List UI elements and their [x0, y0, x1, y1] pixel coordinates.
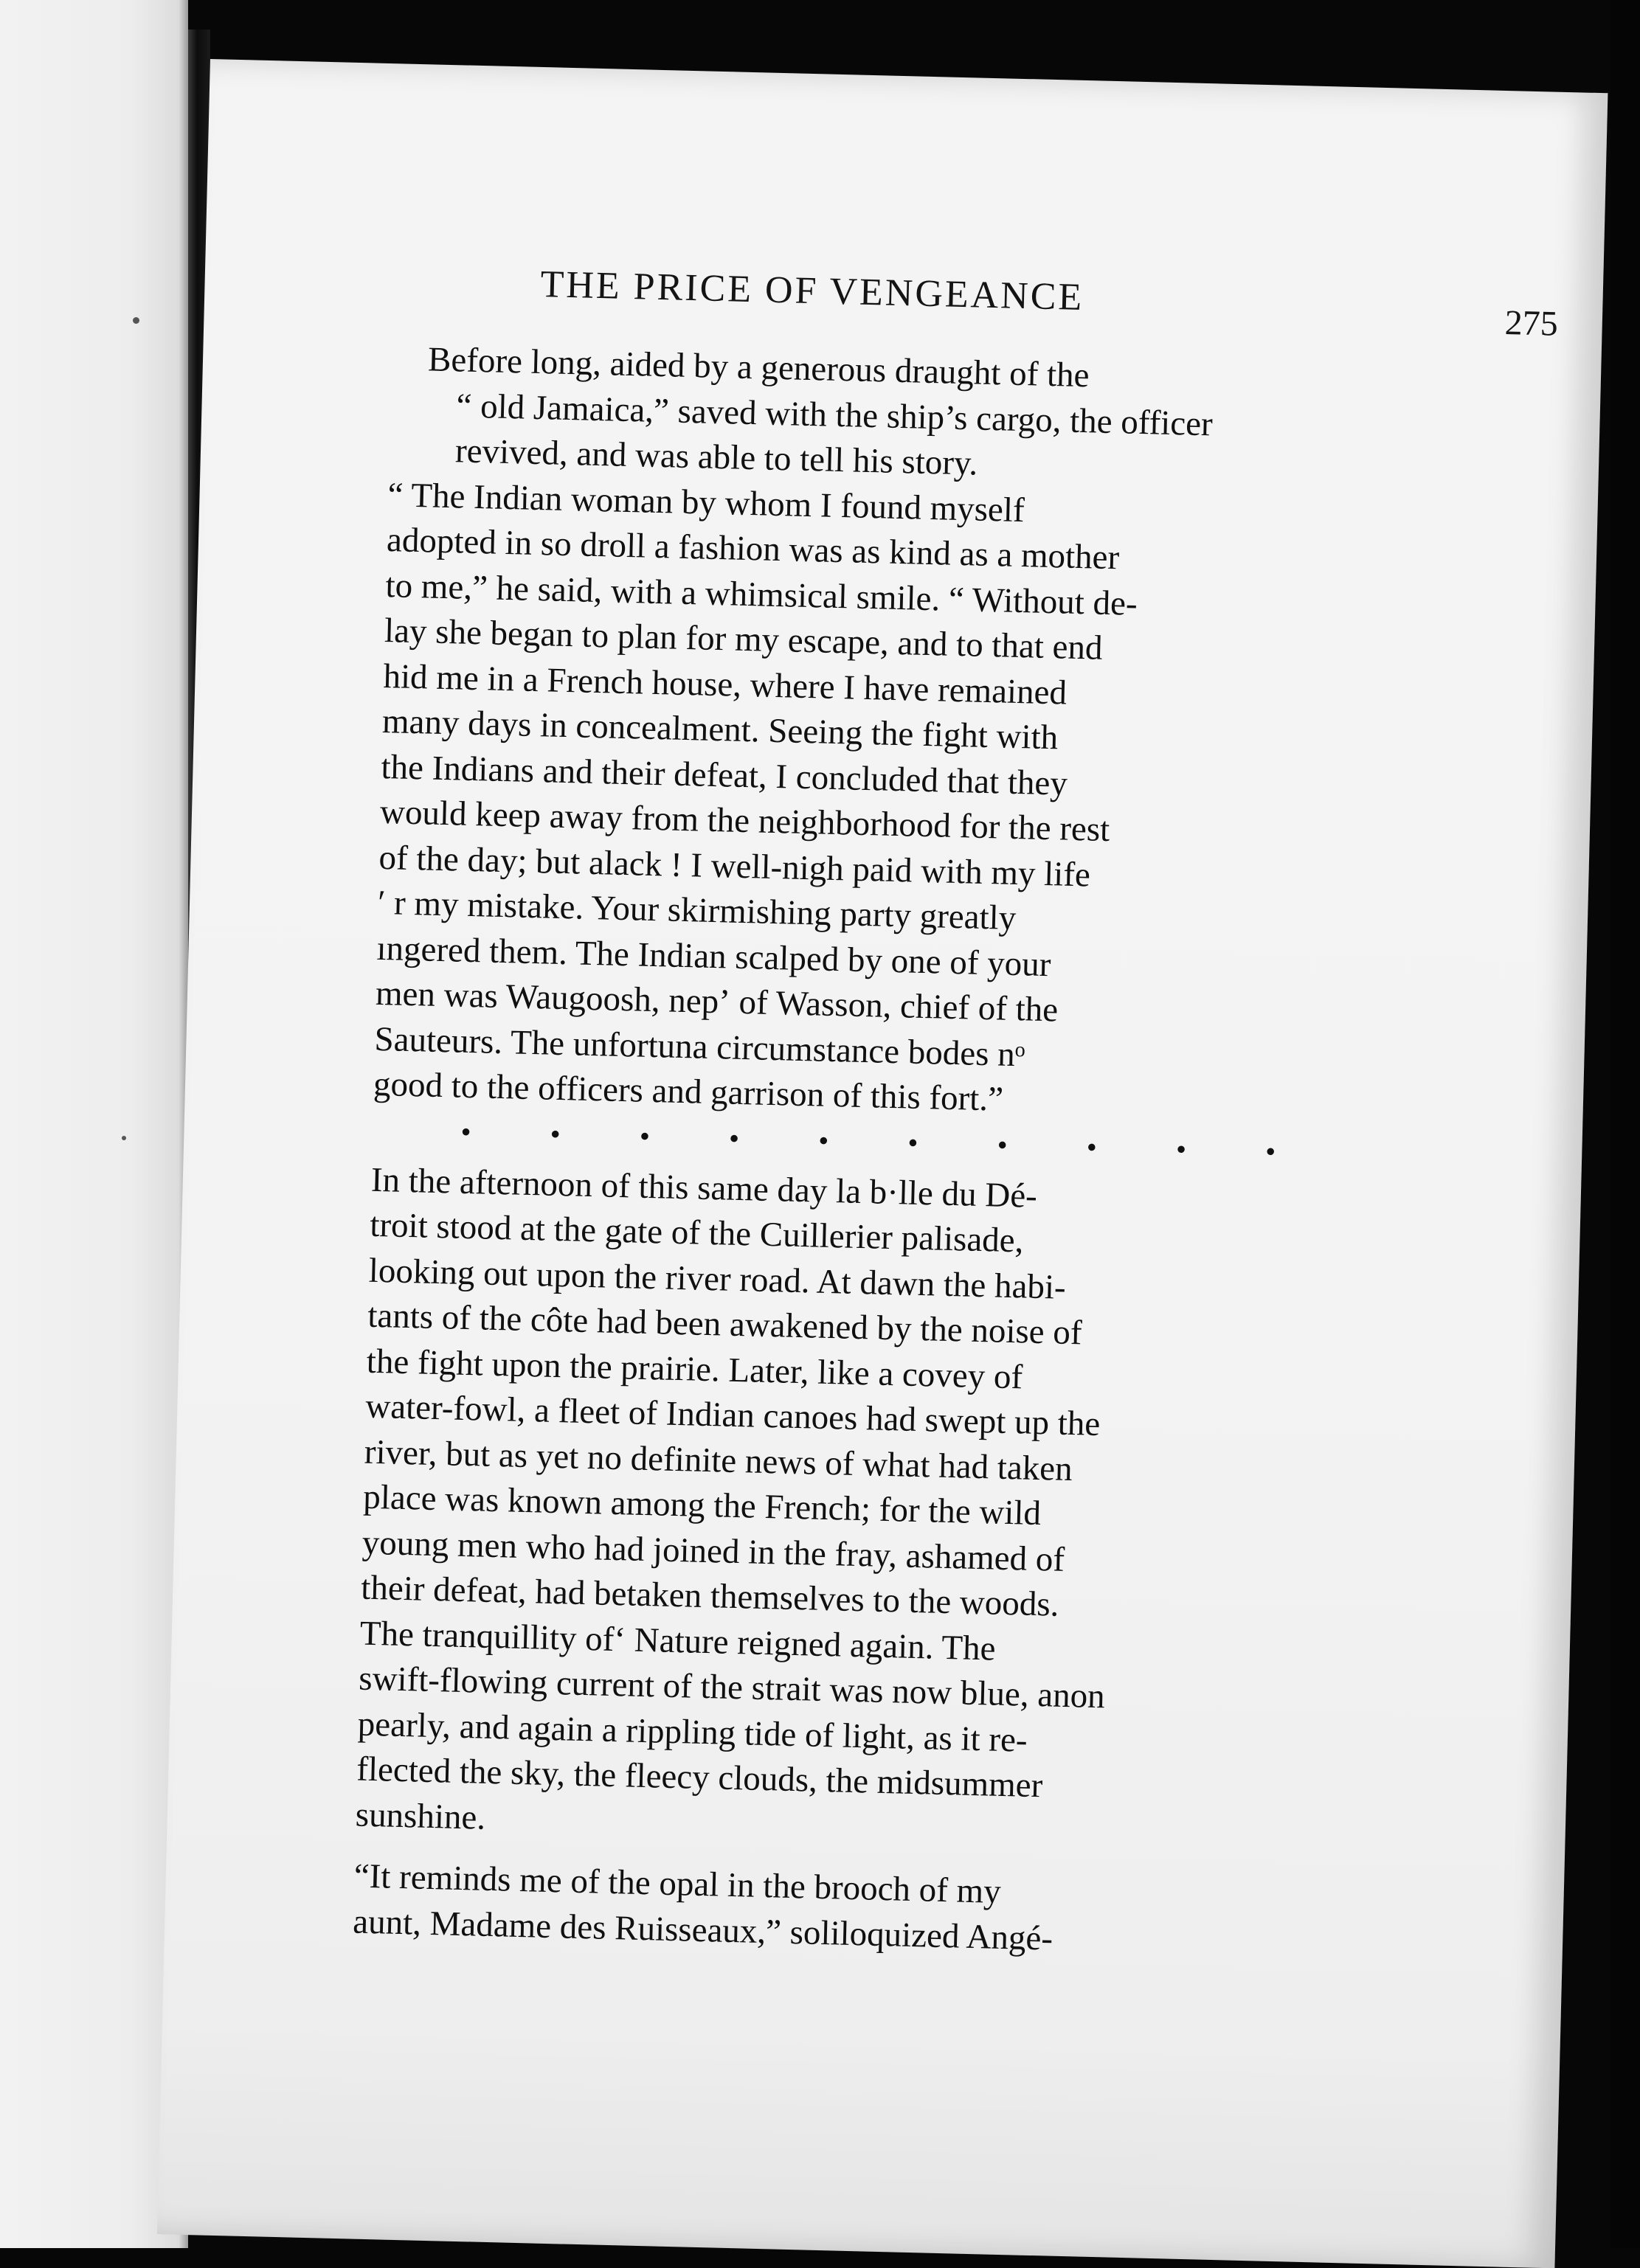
- paragraph: The tranquillity ofʻ Nature reigned again. The swift-flowing current of the strait was now blue, anon pearly, and again a rippling tide of light, as it re- flected the sky, the fleecy clouds, the midsummer sunshine.: [355, 1614, 1106, 1837]
- scan-speck: [133, 317, 139, 324]
- dot: •: [550, 1117, 561, 1151]
- paragraph: In the afternoon of this same day la b·lle du Dé- troit stood at the gate of the Cuillerier palisade, looking out upon the river road. At dawn the habi- tants of the côte had been awakened by the noise of the fight upon the prairie. Later, like a covey of water-fowl, a fleet of Indian canoes had swept up the river, but as yet no definite news of what had taken place was known among the French; for the wild young men who had joined in the fray, ashamed of their defeat, had betaken themselves to the woods.: [360, 1160, 1101, 1624]
- dot: •: [997, 1128, 1008, 1162]
- dot: •: [907, 1126, 919, 1159]
- facing-page-edge: [0, 0, 188, 2248]
- dot: •: [1086, 1129, 1098, 1164]
- paragraph: “It reminds me of the opal in the brooch of my aunt, Madame des Ruisseaux,” soliloquized Angé-: [352, 1856, 1053, 1958]
- paragraph: Before long, aided by a generous draught of the “ old Jamaica,” saved with the ship’s cargo, the officer revived, and was able to tell his story.: [427, 340, 1214, 483]
- scan-speck: [122, 1136, 126, 1140]
- dot: •: [460, 1114, 472, 1148]
- paragraph: “ The Indian woman by whom I found myself adopted in so droll a fashion was as kind as a mother to me,” he said, with a whimsical smile. “ Without de- lay she began to plan for my escape, and to that end hid me in a French house, where I have remained many days in concealment. Seeing the fight with the Indians and their defeat, I concluded that they would keep away from the neighborhood for the rest of the day; but alack ! I well-nigh paid with my life ′ r my mistake. Your skirmishing party greatly ıngered them. The Indian scalped by one of your men was Waugoosh, nepʼ of Wasson, chief of the Sauteurs. The unfortuna circumstance bodes nᵒ good to the officers and garrison of this fort.”: [373, 475, 1138, 1119]
- book-page: [157, 59, 1608, 2268]
- dot: •: [1264, 1134, 1276, 1168]
- scan-border: [1610, 0, 1640, 2248]
- dot: •: [728, 1121, 740, 1155]
- running-head: [539, 263, 1559, 347]
- dot: •: [1175, 1131, 1187, 1166]
- page-number: 275: [1504, 302, 1559, 344]
- running-title: THE PRICE OF VENGEANCE: [539, 263, 1084, 319]
- body-text: [353, 336, 1362, 1968]
- dot: •: [817, 1123, 829, 1157]
- dot: •: [639, 1119, 651, 1153]
